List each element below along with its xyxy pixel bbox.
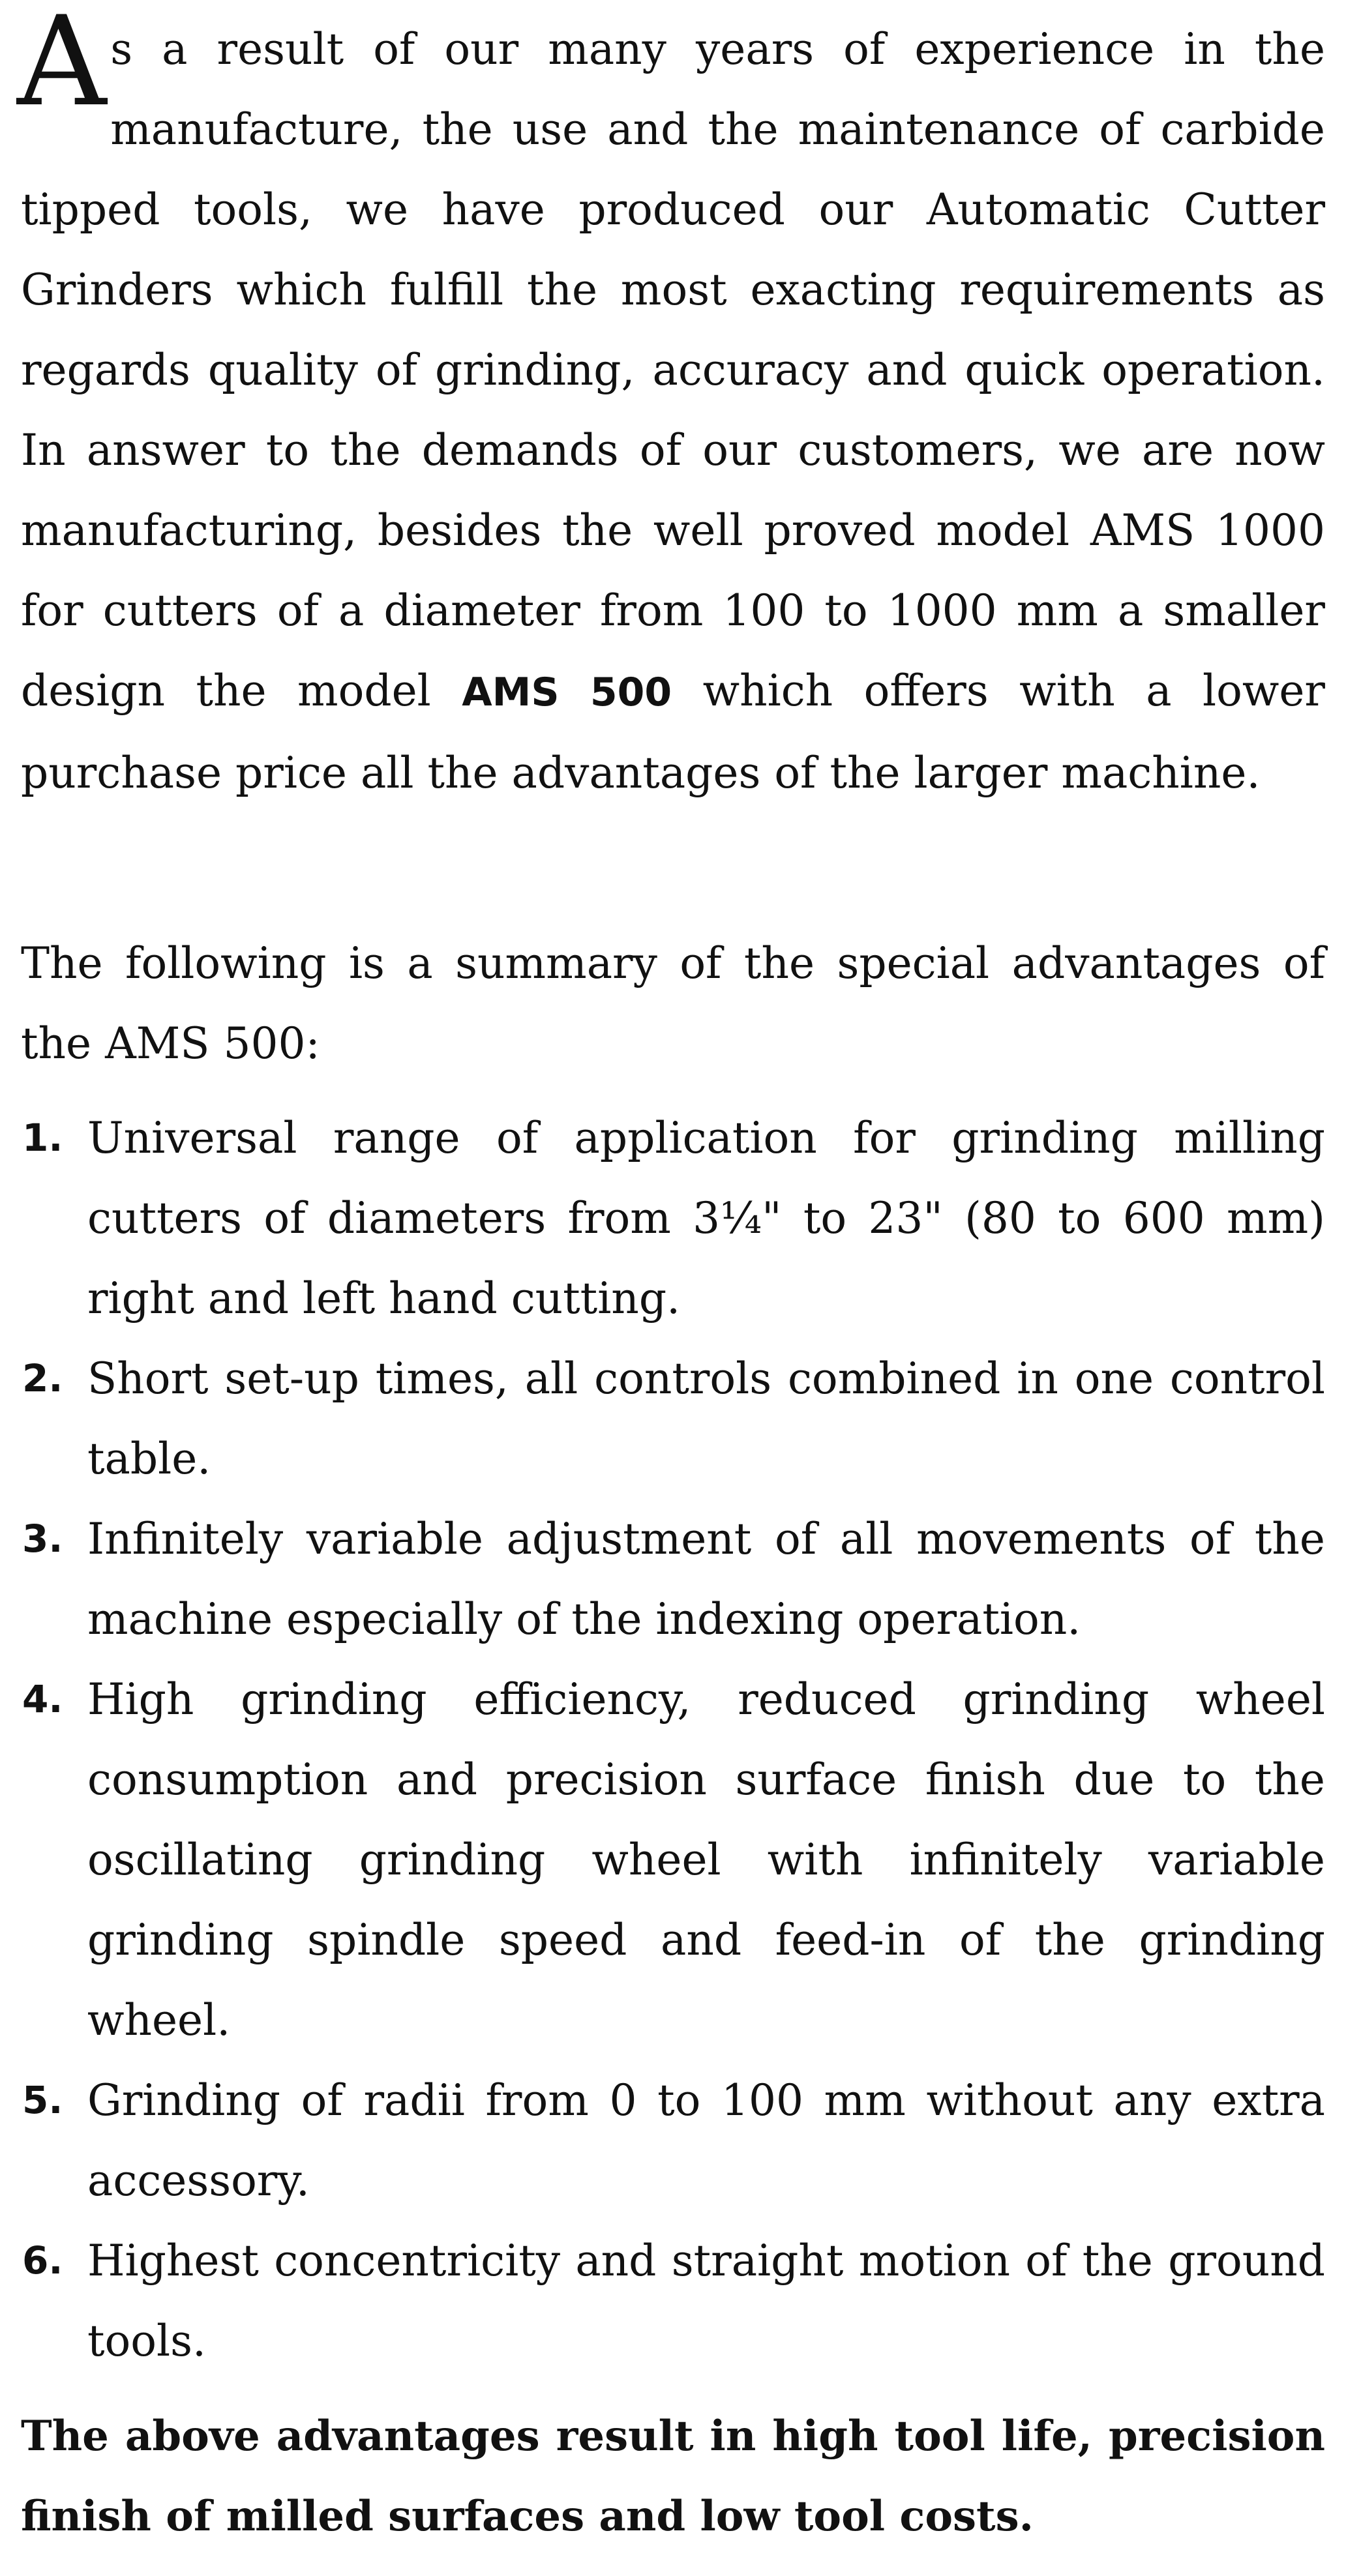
advantages-list [21, 1098, 1325, 2381]
drop-cap-letter: A [17, 0, 107, 134]
advantage-number: 3. [22, 1517, 63, 1561]
conclusion-statement: The above advantages result in high tool life, precision finish of milled surfaces and low tool costs. [21, 2412, 1325, 2541]
document-page [17, 0, 1325, 2576]
advantage-number: 6. [22, 2238, 63, 2283]
advantage-text: Highest concentricity and straight motion of the ground tools. [87, 2236, 1325, 2366]
model-name-bold: AMS 500 [462, 670, 672, 715]
advantage-number: 1. [22, 1116, 63, 1160]
advantage-number: 4. [22, 1677, 63, 1721]
advantage-text: Short set-up times, all controls combined in one control table. [87, 1354, 1325, 1484]
advantage-item-6 [21, 2221, 1325, 2381]
summary-paragraph: The following is a summary of the special advantages of the AMS 500: [21, 938, 1325, 1069]
intro-text-end: which offers with a lower purchase price all the advantages of the larger machine. [21, 666, 1325, 798]
advantage-item-1 [21, 1098, 1325, 1339]
advantage-item-5 [21, 2060, 1325, 2221]
advantage-text: Infinitely variable adjustment of all movements of the machine especially of the indexing operation. [87, 1514, 1325, 1644]
advantage-number: 2. [22, 1356, 63, 1400]
advantage-number: 5. [22, 2078, 63, 2122]
advantage-text: Grinding of radii from 0 to 100 mm without any extra accessory. [87, 2075, 1325, 2206]
advantage-item-4 [21, 1659, 1325, 2060]
advantage-item-3 [21, 1499, 1325, 1659]
intro-paragraph [17, 0, 1325, 813]
advantage-text: Universal range of application for grinding milling cutters of diameters from 3¼" to 23" (80 to 600 mm) right and left hand cutting. [87, 1113, 1325, 1324]
advantage-item-2 [21, 1339, 1325, 1499]
intro-text-start: s a result of our many years of experience in the manufacture, the use and the maintenance of carbide tipped tools, we have produced our Automatic Cutter Grinders which fulfill the most exacting requirements as regards quality of grinding, accuracy and quick operation. In answer to the demands of our customers, we are now manufacturing, besides the well proved model AMS 1000 for cutters of a diameter from 100 to 1000 mm a smaller design the model [21, 24, 1325, 716]
advantage-text: High grinding efficiency, reduced grinding wheel consumption and precision surface finish due to the oscillating grinding wheel with infinitely variable grinding spindle speed and feed-in of the grinding wheel. [87, 1674, 1325, 2045]
